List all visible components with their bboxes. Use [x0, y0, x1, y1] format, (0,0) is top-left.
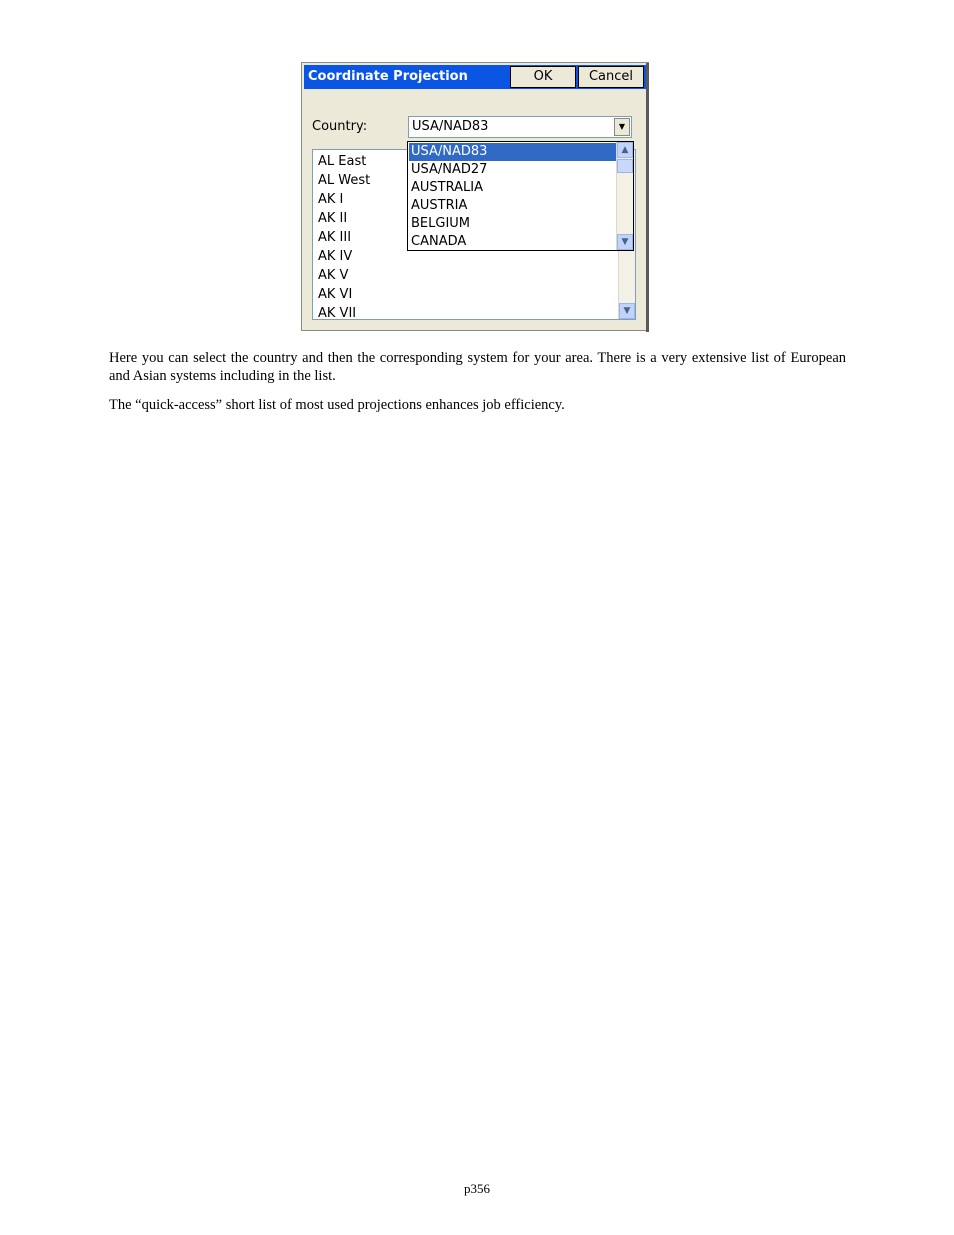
- dropdown-option[interactable]: AUSTRALIA: [411, 180, 483, 195]
- dropdown-option[interactable]: AUSTRIA: [411, 198, 468, 213]
- list-item[interactable]: AK I: [318, 192, 344, 207]
- country-label: Country:: [312, 119, 368, 134]
- list-item[interactable]: AK IV: [318, 249, 353, 264]
- dropdown-option[interactable]: CANADA: [411, 234, 467, 249]
- paragraph-quick-access: The “quick-access” short list of most used projections enhances job efficiency.: [109, 397, 565, 413]
- dialog-title-bar: [304, 65, 646, 89]
- list-item[interactable]: AK VI: [318, 287, 353, 302]
- dropdown-option-selected[interactable]: USA/NAD83: [409, 143, 617, 161]
- country-dropdown-list[interactable]: [407, 141, 634, 251]
- dropdown-option[interactable]: USA/NAD27: [411, 162, 488, 177]
- coordinate-projection-dialog: [301, 62, 649, 331]
- list-item[interactable]: AL West: [318, 173, 371, 188]
- dropdown-option[interactable]: BELGIUM: [411, 216, 471, 231]
- scroll-down-icon[interactable]: ▼: [619, 303, 635, 319]
- list-item[interactable]: AK V: [318, 268, 349, 283]
- list-item[interactable]: AK II: [318, 211, 348, 226]
- cancel-button[interactable]: Cancel: [578, 66, 644, 88]
- scroll-thumb[interactable]: [617, 159, 633, 173]
- paragraph-country-selection: Here you can select the country and then the corresponding system for your area. There is a very extensive list of European and Asian systems including in the list.: [109, 350, 846, 384]
- list-item[interactable]: AK III: [318, 230, 352, 245]
- country-combobox-value: USA/NAD83: [412, 119, 489, 134]
- dialog-frame-edge: [646, 63, 649, 332]
- ok-button[interactable]: OK: [510, 66, 576, 88]
- country-combobox[interactable]: [408, 116, 632, 138]
- dialog-title: Coordinate Projection: [308, 69, 468, 84]
- page-number: p356: [464, 1181, 490, 1196]
- scroll-up-icon[interactable]: ▲: [617, 142, 633, 158]
- dropdown-arrow-icon[interactable]: ▼: [614, 118, 630, 136]
- scroll-down-icon[interactable]: ▼: [617, 234, 633, 250]
- list-item[interactable]: AK VII: [318, 306, 357, 321]
- list-item[interactable]: AL East: [318, 154, 367, 169]
- dropdown-scrollbar[interactable]: [616, 142, 633, 250]
